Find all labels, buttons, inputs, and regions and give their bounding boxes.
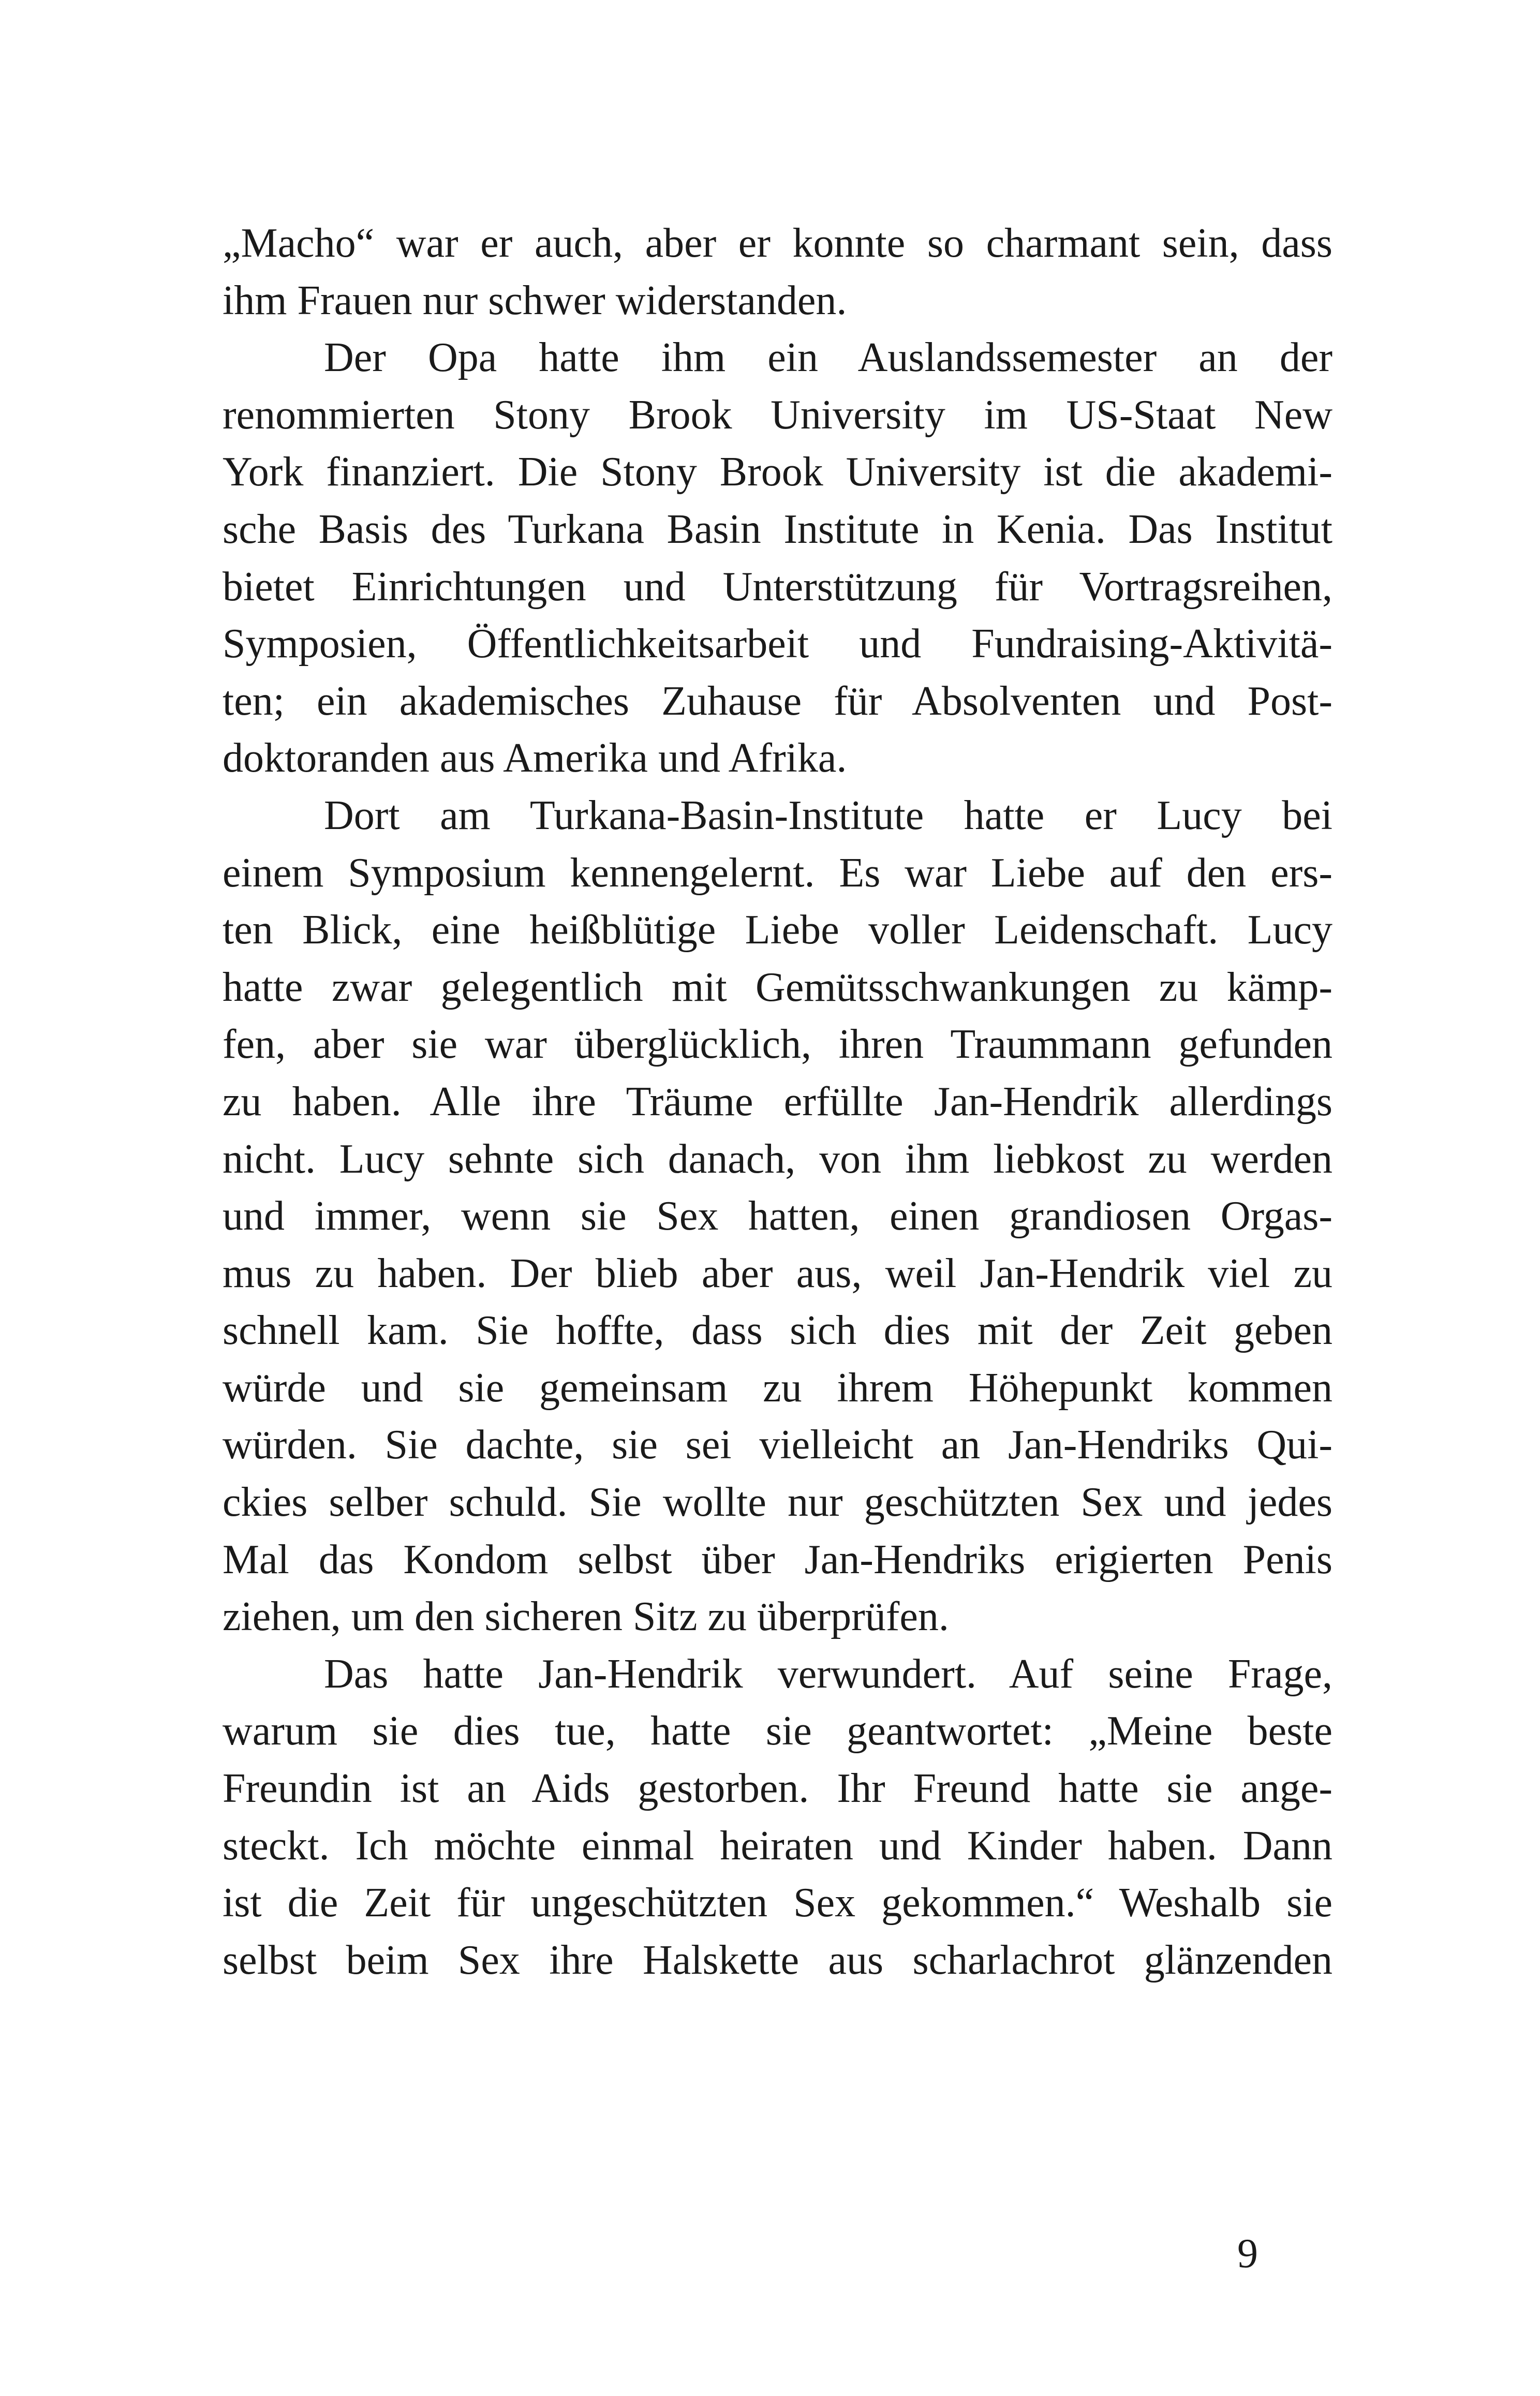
- text-line: renommierten Stony Brook University im US-Staat New: [223, 392, 1332, 438]
- text-line: Dort am Turkana-Basin-Institute hatte er Lucy bei: [324, 792, 1332, 838]
- text-line: doktoranden aus Amerika und Afrika.: [223, 735, 847, 781]
- text-line: „Macho“ war er auch, aber er konnte so charmant sein, dass: [223, 220, 1332, 266]
- text-line: sche Basis des Turkana Basin Institute in Kenia. Das Institut: [223, 506, 1332, 552]
- text-line: schnell kam. Sie hoffte, dass sich dies mit der Zeit geben: [223, 1308, 1332, 1354]
- text-line: selbst beim Sex ihre Halskette aus scharlachrot glänzenden: [223, 1937, 1332, 1983]
- text-line: und immer, wenn sie Sex hatten, einen grandiosen Orgas-: [223, 1193, 1332, 1239]
- text-line: zu haben. Alle ihre Träume erfüllte Jan-Hendrik allerdings: [223, 1078, 1332, 1125]
- body-text: [223, 215, 1332, 1989]
- text-line: würde und sie gemeinsam zu ihrem Höhepunkt kommen: [223, 1365, 1332, 1411]
- text-line: ihm Frauen nur schwer widerstanden.: [223, 277, 847, 323]
- text-line: bietet Einrichtungen und Unterstützung für Vortragsreihen,: [223, 564, 1332, 610]
- text-line: Der Opa hatte ihm ein Auslandssemester an der: [324, 335, 1332, 381]
- text-line: ziehen, um den sicheren Sitz zu überprüfen.: [223, 1594, 949, 1640]
- text-line: ckies selber schuld. Sie wollte nur geschützten Sex und jedes: [223, 1480, 1332, 1526]
- text-line: hatte zwar gelegentlich mit Gemütsschwankungen zu kämp-: [223, 964, 1332, 1010]
- text-line: Symposien, Öffentlichkeitsarbeit und Fundraising-Aktivitä-: [223, 621, 1332, 667]
- text-line: York finanziert. Die Stony Brook University ist die akademi-: [223, 449, 1332, 495]
- text-line: mus zu haben. Der blieb aber aus, weil Jan-Hendrik viel zu: [223, 1250, 1332, 1296]
- page-number: 9: [1237, 2231, 1258, 2276]
- text-line: würden. Sie dachte, sie sei vielleicht an Jan-Hendriks Qui-: [223, 1422, 1332, 1468]
- text-line: ist die Zeit für ungeschützten Sex gekommen.“ Weshalb sie: [223, 1880, 1332, 1926]
- text-line: Freundin ist an Aids gestorben. Ihr Freund hatte sie ange-: [223, 1766, 1332, 1812]
- text-line: warum sie dies tue, hatte sie geantwortet: „Meine beste: [223, 1708, 1332, 1754]
- text-line: steckt. Ich möchte einmal heiraten und Kinder haben. Dann: [223, 1823, 1332, 1869]
- text-line: Das hatte Jan-Hendrik verwundert. Auf seine Frage,: [324, 1651, 1332, 1697]
- text-line: nicht. Lucy sehnte sich danach, von ihm liebkost zu werden: [223, 1136, 1332, 1182]
- text-line: ten; ein akademisches Zuhause für Absolventen und Post-: [223, 678, 1332, 724]
- text-line: fen, aber sie war überglücklich, ihren Traummann gefunden: [223, 1022, 1332, 1068]
- text-line: Mal das Kondom selbst über Jan-Hendriks erigierten Penis: [223, 1536, 1332, 1582]
- text-line: einem Symposium kennengelernt. Es war Liebe auf den ers-: [223, 850, 1332, 896]
- text-line: ten Blick, eine heißblütige Liebe voller Leidenschaft. Lucy: [223, 907, 1332, 953]
